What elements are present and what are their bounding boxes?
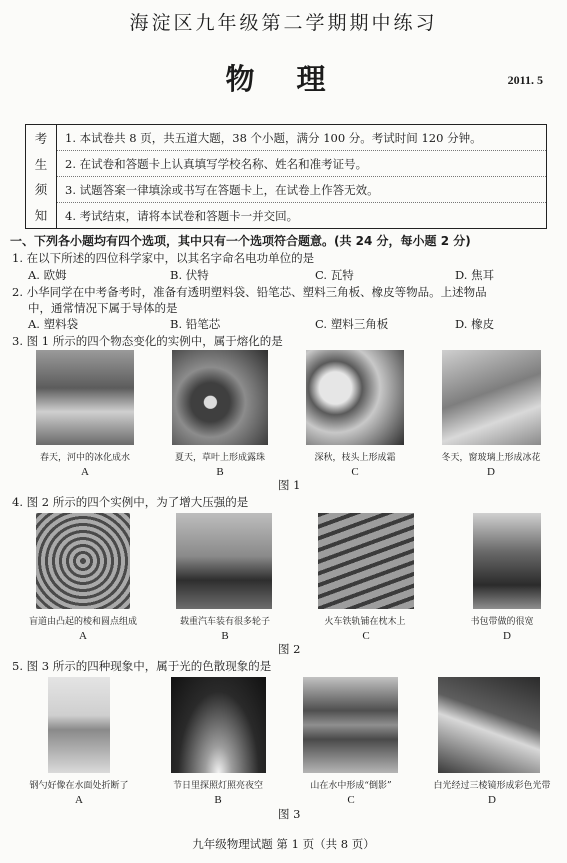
q5-caption-c: 山在水中形成“倒影” <box>310 781 392 791</box>
q2-option-d: D. 橡皮 <box>455 317 495 331</box>
q3-letter-a: A <box>81 466 89 478</box>
q3-letter-c: C <box>351 466 359 478</box>
question-5-text: 5. 图 3 所示的四种现象中，属于光的色散现象的是 <box>12 659 272 673</box>
q5-caption-a: 钢勺好像在水面处折断了 <box>29 781 129 791</box>
q2-option-c: C. 塑料三角板 <box>315 317 389 331</box>
notice-side-char: 须 <box>34 182 48 198</box>
q4-caption-a: 盲道由凸起的棱和圆点组成 <box>28 617 137 627</box>
q5-letter-a: A <box>75 794 83 806</box>
melting-ice-river-photo <box>36 350 134 445</box>
q5-caption-b: 节日里探照灯照亮夜空 <box>172 781 263 791</box>
q4-letter-a: A <box>79 630 87 642</box>
q2-option-a: A. 塑料袋 <box>28 317 79 331</box>
notice-side-label <box>26 125 57 228</box>
q3-caption-c: 深秋，枝头上形成霜 <box>314 453 396 463</box>
exam-title: 海淀区九年级第二学期期中练习 <box>129 12 438 34</box>
question-1-text: 1. 在以下所述的四位科学家中，以其名字命名电功单位的是 <box>12 251 315 265</box>
notice-items <box>57 125 546 228</box>
q5-caption-d: 白光经过三棱镜形成彩色光带 <box>433 781 551 791</box>
q2-option-b: B. 铅笔芯 <box>170 317 221 331</box>
mountain-reflection-photo <box>303 677 398 773</box>
dew-on-grass-photo <box>172 350 268 445</box>
spoon-in-water-photo <box>48 677 110 773</box>
notice-item: 4. 考试结束，请将本试卷和答题卡一并交回。 <box>65 208 299 223</box>
q1-option-b: B. 伏特 <box>170 268 209 282</box>
figure-1-label: 图 1 <box>278 478 301 492</box>
notice-item: 2. 在试卷和答题卡上认真填写学校名称、姓名和准考证号。 <box>57 151 546 177</box>
q4-caption-b: 载重汽车装有很多轮子 <box>179 617 270 627</box>
q1-option-a: A. 欧姆 <box>28 268 67 282</box>
notice-item: 3. 试题答案一律填涂或书写在答题卡上，在试卷上作答无效。 <box>57 177 546 203</box>
notice-item: 1. 本试卷共 8 页，共五道大题，38 个小题，满分 100 分。考试时间 120 分钟。 <box>57 125 546 151</box>
q4-caption-c: 火车铁轨铺在枕木上 <box>324 617 406 627</box>
tactile-paving-photo <box>36 513 130 609</box>
q3-caption-d: 冬天，窗玻璃上形成冰花 <box>441 453 541 463</box>
railway-track-photo <box>318 513 414 609</box>
heavy-truck-photo <box>176 513 272 609</box>
q5-letter-c: C <box>347 794 355 806</box>
notice-side-char: 考 <box>34 130 48 146</box>
page-footer: 九年级物理试题 第 1 页（共 8 页） <box>192 837 375 851</box>
exam-notice-box <box>25 124 547 229</box>
q5-letter-b: B <box>214 794 222 806</box>
prism-dispersion-photo <box>438 677 540 773</box>
q3-caption-b: 夏天，草叶上形成露珠 <box>174 453 265 463</box>
figure-2-label: 图 2 <box>278 642 301 656</box>
question-3-text: 3. 图 1 所示的四个物态变化的实例中，属于熔化的是 <box>12 334 283 348</box>
q3-letter-b: B <box>216 466 224 478</box>
notice-side-char: 生 <box>34 156 48 172</box>
question-2-line2: 中，通常情况下属于导体的是 <box>28 301 178 315</box>
q4-caption-d: 书包带做的很宽 <box>470 617 534 627</box>
q4-letter-b: B <box>221 630 229 642</box>
question-4-text: 4. 图 2 所示的四个实例中，为了增大压强的是 <box>12 495 249 509</box>
searchlights-night-sky-photo <box>171 677 266 773</box>
frost-on-branch-photo <box>306 350 404 445</box>
subject-title: 物 理 <box>225 62 342 96</box>
q3-letter-d: D <box>487 466 495 478</box>
notice-side-char: 知 <box>34 208 48 224</box>
backpack-strap-photo <box>473 513 541 609</box>
section-title: 一、下列各小题均有四个选项，其中只有一个选项符合题意。(共 24 分，每小题 2 分) <box>10 234 471 248</box>
q4-letter-d: D <box>503 630 511 642</box>
question-2-line1: 2. 小华同学在中考备考时，准备有透明塑料袋、铅笔芯、塑料三角板、橡皮等物品。上述物品 <box>12 285 487 299</box>
figure-3-label: 图 3 <box>278 807 301 821</box>
q1-option-c: C. 瓦特 <box>315 268 354 282</box>
q5-letter-d: D <box>488 794 496 806</box>
q4-letter-c: C <box>362 630 370 642</box>
q1-option-d: D. 焦耳 <box>455 268 495 282</box>
q3-caption-a: 春天，河中的冰化成水 <box>39 453 130 463</box>
ice-flowers-window-photo <box>442 350 541 445</box>
exam-date: 2011. 5 <box>507 73 543 87</box>
